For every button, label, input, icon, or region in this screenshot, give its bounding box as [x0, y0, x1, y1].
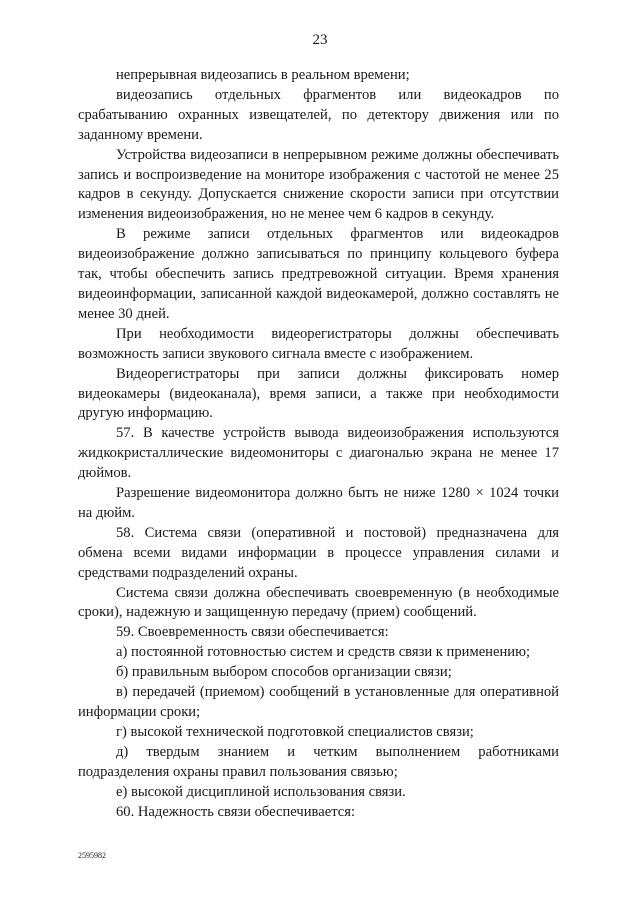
paragraph: видеозапись отдельных фрагментов или видеокадров по срабатыванию охранных извещателей, по детектору движения или по заданному времени. [78, 86, 559, 143]
list-item: д) твердым знанием и четким выполнением работниками подразделения охраны правил пользования связью; [78, 743, 559, 780]
paragraph: непрерывная видеозапись в реальном времени; [116, 67, 410, 83]
list-item: е) высокой дисциплиной использования связи. [116, 783, 406, 800]
document-code: 2595982 [78, 851, 106, 860]
list-item: г) высокой технической подготовкой специалистов связи; [116, 723, 474, 740]
paragraph: Видеорегистраторы при записи должны фиксировать номер видеокамеры (видеоканала), время записи, а также при необходимости другую информацию. [78, 365, 559, 422]
paragraph: 57. В качестве устройств вывода видеоизображения используются жидкокристаллические видеомониторы с диагональю экрана не менее 17 дюймов. [78, 425, 559, 482]
paragraph: В режиме записи отдельных фрагментов или видеокадров видеоизображение должно записываться по принципу кольцевого буфера так, чтобы обеспечить запись предтревожной ситуации. Время хранения видеоинформации, записанной каждой видеокамерой, должно составлять не менее 30 дней. [78, 226, 559, 322]
paragraph: Система связи должна обеспечивать своевременную (в необходимые сроки), надежную и защищенную передачу (прием) сообщений. [78, 584, 559, 621]
paragraph: Разрешение видеомонитора должно быть не ниже 1280 × 1024 точки на дюйм. [78, 485, 559, 521]
paragraph: При необходимости видеорегистраторы должны обеспечивать возможность записи звукового сигнала вместе с изображением. [78, 325, 559, 362]
list-item: 59. Своевременность связи обеспечивается: [116, 624, 389, 641]
list-item: а) постоянной готовностью систем и средств связи к применению; [116, 644, 531, 661]
paragraph: 58. Система связи (оперативной и постовой) предназначена для обмена всеми видами информации в процессе управления силами и средствами подразделений охраны. [78, 524, 559, 581]
page-number: 23 [312, 32, 328, 48]
paragraph: Устройства видеозаписи в непрерывном режиме должны обеспечивать запись и воспроизведение на мониторе изображения с частотой не менее 25 кадров в секунду. Допускается снижение скорости записи при отсутствии изменения видеоизображения, но не менее чем 6 кадров в секунду. [78, 146, 559, 223]
list-item: б) правильным выбором способов организации связи; [116, 664, 452, 681]
document-body [78, 66, 559, 822]
paragraph: 60. Надежность связи обеспечивается: [116, 803, 356, 820]
list-item: в) передачей (приемом) сообщений в установленные для оперативной информации сроки; [78, 684, 559, 720]
